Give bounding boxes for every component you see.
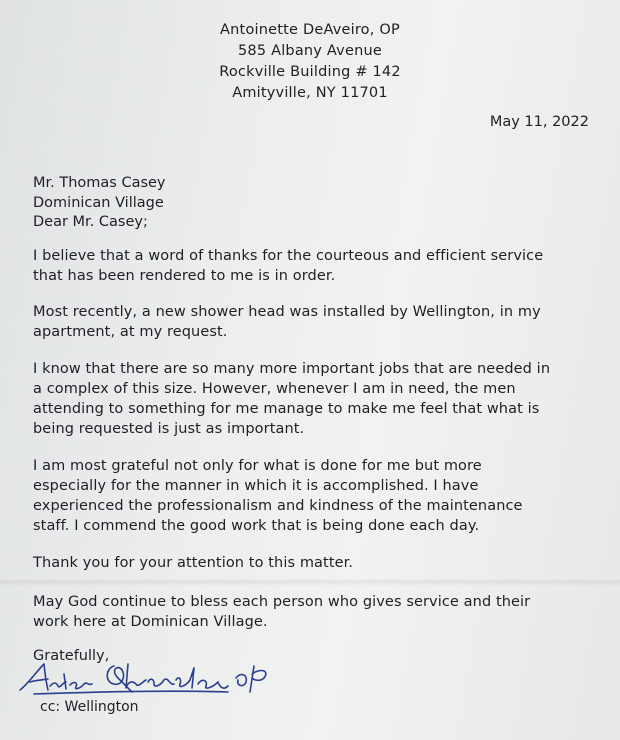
recipient-name: Mr. Thomas Casey <box>33 175 166 191</box>
paper-fold-line <box>0 578 620 586</box>
paragraph-line: I am most grateful not only for what is done for me but more <box>33 458 482 474</box>
sender-city: Amityville, NY 11701 <box>232 85 388 101</box>
closing-line: Gratefully, <box>33 648 110 664</box>
paragraph-line: apartment, at my request. <box>33 324 228 340</box>
paragraph-line: a complex of this size. However, whenever I am in need, the men <box>33 381 516 397</box>
paragraph-line: experienced the professionalism and kindness of the maintenance <box>33 498 523 514</box>
cc-line: cc: Wellington <box>40 699 139 715</box>
paragraph-line: Thank you for your attention to this matter. <box>33 555 354 571</box>
sender-street: 585 Albany Avenue <box>238 43 382 59</box>
paragraph-grateful <box>33 456 593 536</box>
paragraph-line: that has been rendered to me is in order. <box>33 268 336 284</box>
paragraph-line: Most recently, a new shower head was installed by Wellington, in my <box>33 304 541 320</box>
paragraph-line: I believe that a word of thanks for the courteous and efficient service <box>33 248 544 264</box>
paragraph-line: especially for the manner in which it is accomplished. I have <box>33 478 479 494</box>
letter-date: May 11, 2022 <box>489 114 589 130</box>
paragraph-line: May God continue to bless each person who gives service and their <box>33 594 531 610</box>
paragraph-line: staff. I commend the good work that is being done each day. <box>33 518 480 534</box>
paragraph-line: being requested is just as important. <box>33 421 305 437</box>
paragraph-shower-head <box>33 302 593 342</box>
paragraph-thanks <box>33 246 593 286</box>
recipient-org: Dominican Village <box>33 194 164 211</box>
paragraph-blessing <box>33 592 593 632</box>
sender-address-block <box>0 20 620 104</box>
paragraph-line: work here at Dominican Village. <box>33 614 268 630</box>
paragraph-important-jobs <box>33 359 593 439</box>
paragraph-thank-you <box>33 553 593 573</box>
recipient-block <box>33 174 166 233</box>
salutation: Dear Mr. Casey; <box>33 214 148 230</box>
paragraph-line: attending to something for me manage to make me feel that what is <box>33 401 540 417</box>
handwritten-signature <box>14 656 274 702</box>
paragraph-line: I know that there are so many more important jobs that are needed in <box>33 361 551 377</box>
sender-name: Antoinette DeAveiro, OP <box>220 22 400 38</box>
sender-building: Rockville Building # 142 <box>219 64 401 80</box>
